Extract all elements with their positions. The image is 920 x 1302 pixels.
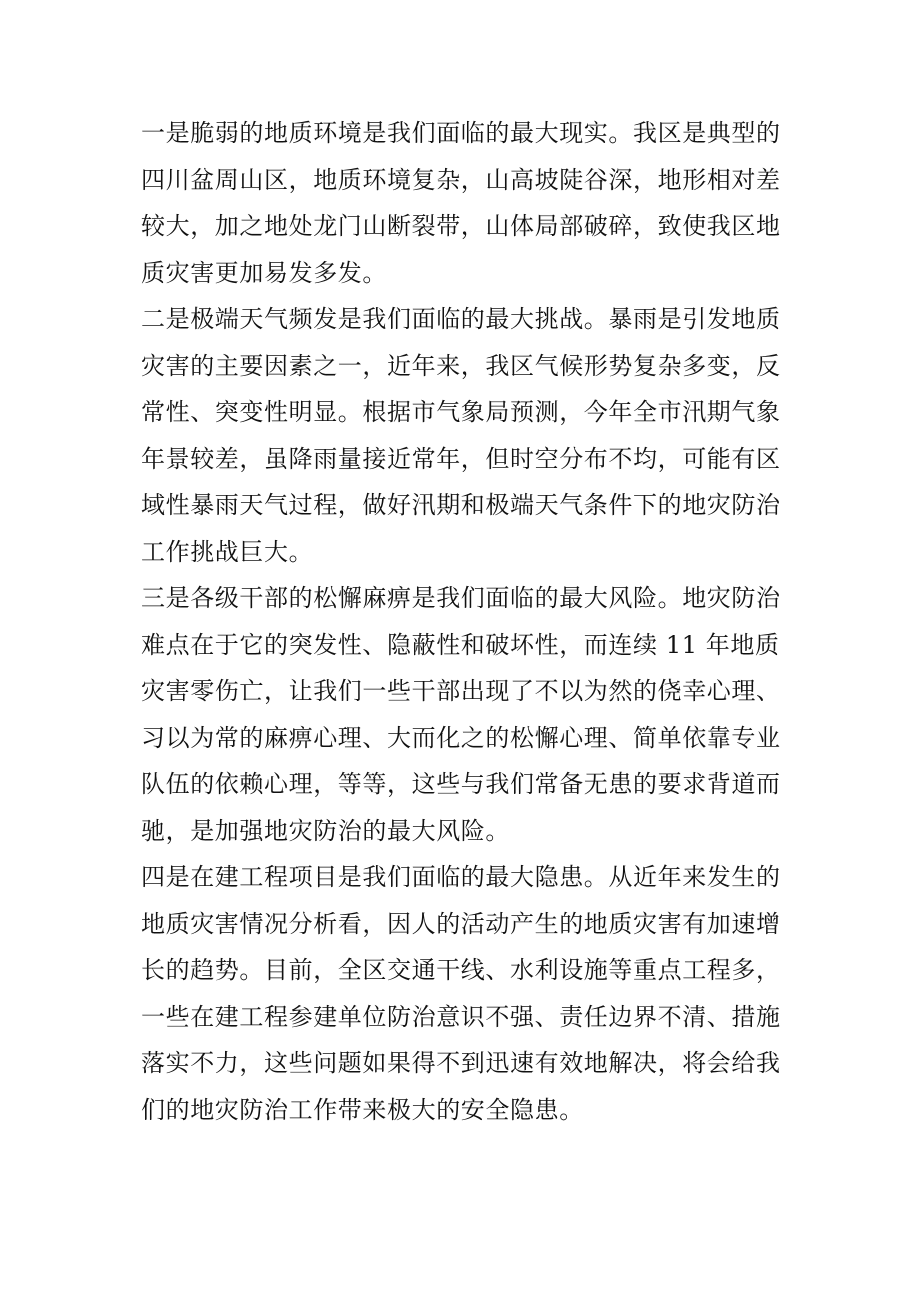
paragraph-4 — [141, 854, 781, 1133]
text-line: 常性、突变性明显。根据市气象局预测，今年全市汛期气象 — [141, 398, 781, 426]
text-line: 四是在建工程项目是我们面临的最大隐患。从近年来发生的 — [141, 863, 781, 891]
text-line: 质灾害更加易发多发。 — [141, 258, 387, 287]
text-line: 习以为常的麻痹心理、大而化之的松懈心理、简单依靠专业 — [141, 723, 781, 752]
text-line: 二是极端天气频发是我们面临的最大挑战。暴雨是引发地质 — [141, 305, 781, 333]
paragraph-1 — [141, 110, 781, 296]
text-line: 灾害零伤亡，让我们一些干部出现了不以为然的侥幸心理、 — [141, 677, 781, 705]
text-line: 难点在于它的突发性、隐蔽性和破坏性，而连续 11 年地质 — [141, 630, 780, 659]
text-line: 们的地灾防治工作带来极大的安全隐患。 — [141, 1095, 584, 1124]
text-line: 队伍的依赖心理，等等，这些与我们常备无患的要求背道而 — [141, 770, 781, 798]
text-line: 一是脆弱的地质环境是我们面临的最大现实。我区是典型的 — [141, 119, 781, 147]
text-line: 工作挑战巨大。 — [141, 537, 314, 566]
text-line: 域性暴雨天气过程，做好汛期和极端天气条件下的地灾防治 — [141, 491, 781, 519]
text-line: 四川盆周山区，地质环境复杂，山高坡陡谷深，地形相对差 — [141, 165, 781, 194]
paragraph-2 — [141, 296, 781, 575]
text-line: 地质灾害情况分析看，因人的活动产生的地质灾害有加速增 — [141, 909, 781, 938]
text-line: 一些在建工程参建单位防治意识不强、责任边界不清、措施 — [141, 1002, 781, 1031]
text-line: 驰，是加强地灾防治的最大风险。 — [141, 816, 510, 845]
text-line: 三是各级干部的松懈麻痹是我们面临的最大风险。地灾防治 — [141, 584, 781, 612]
text-line: 长的趋势。目前，全区交通干线、水利设施等重点工程多， — [141, 956, 781, 984]
text-line: 较大，加之地处龙门山断裂带，山体局部破碎，致使我区地 — [141, 212, 781, 240]
text-line: 年景较差，虽降雨量接近常年，但时空分布不均，可能有区 — [141, 444, 781, 473]
text-line: 落实不力，这些问题如果得不到迅速有效地解决，将会给我 — [141, 1049, 781, 1077]
document-body — [141, 110, 781, 1133]
paragraph-3 — [141, 575, 781, 854]
text-line: 灾害的主要因素之一，近年来，我区气候形势复杂多变，反 — [141, 351, 781, 380]
